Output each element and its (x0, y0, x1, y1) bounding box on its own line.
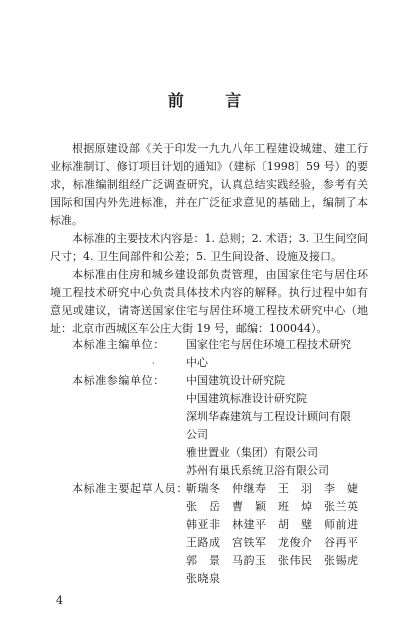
chief-editor-values (186, 336, 368, 372)
participant-unit: 雅世置业（集团）有限公司 (186, 446, 318, 459)
drafter-name: 张兰英 (324, 500, 359, 513)
drafters-names-grid (186, 480, 370, 588)
chief-editor-row (50, 336, 368, 372)
drafter-name: 张锡虎 (324, 554, 359, 567)
paragraph-3: 本标准由住房和城乡建设部负责管理，由国家住宅与居住环境工程技术研究中心负责具体技术内容的解释。执行过程中如有意见或建议，请寄送国家住宅与居住环境工程技术研究中心（地址：北京市西城区车公庄大街 19 号，邮编：100044）。 (50, 268, 368, 335)
drafter-name: 谷再平 (324, 536, 359, 549)
participant-unit: 中国建筑标准设计研究院 (186, 392, 307, 405)
chief-editor-label: 本标准主编单位： (72, 338, 165, 351)
drafter-name: 龙俊介 (278, 536, 313, 549)
participant-unit: 公司 (186, 428, 208, 441)
drafter-name: 胡 璧 (278, 518, 313, 531)
drafter-name: 靳瑞冬 (186, 482, 221, 495)
page-number: 4 (56, 594, 63, 607)
page-title: 前 言 (167, 91, 260, 110)
drafter-name: 林建平 (232, 518, 267, 531)
drafter-name: 郭 景 (186, 554, 221, 567)
drafter-name: 王 羽 (278, 482, 313, 495)
chief-editor-value: 中心 (186, 356, 208, 369)
drafter-name: 班 焯 (278, 500, 313, 513)
participants-row (50, 372, 368, 480)
preface-body (50, 140, 368, 338)
participants-label: 本标准参编单位： (72, 374, 165, 387)
drafter-name: 王路成 (186, 536, 221, 549)
drafters-row (50, 480, 368, 588)
drafters-values (186, 480, 370, 588)
drafter-name: 宫铁军 (232, 536, 267, 549)
drafter-name: 马韵玉 (232, 554, 267, 567)
drafter-name: 曹 颖 (232, 500, 267, 513)
drafters-label: 本标准主要起草人员： (72, 482, 188, 495)
drafter-name: 师前进 (324, 518, 359, 531)
paragraph-2: 本标准的主要技术内容是：1. 总则；2. 术语；3. 卫生间空间尺寸；4. 卫生间部件和公差；5. 卫生间设备、设施及接口。 (50, 232, 368, 263)
chief-editor-value: 国家住宅与居住环境工程技术研究 (186, 338, 351, 351)
drafter-name: 张晓泉 (186, 572, 221, 585)
participant-unit: 苏州有巢氏系统卫浴有限公司 (186, 464, 329, 477)
drafter-name: 韩亚非 (186, 518, 221, 531)
margin-dot: · (152, 359, 155, 368)
participants-values (186, 372, 368, 480)
paragraph-1: 根据原建设部《关于印发一九九八年工程建设城建、建工行业标准制订、修订项目计划的通知》（建标〔1998〕59 号）的要求，标准编制组经广泛调查研究，认真总结实践经验，参考有关国际和国内外先进标准，并在广泛征求意见的基础上，编制了本标准。 (50, 142, 368, 227)
drafter-name: 仲继寿 (232, 482, 267, 495)
drafter-name: 李 婕 (324, 482, 359, 495)
drafter-name: 张 岳 (186, 500, 221, 513)
credits-section (50, 336, 368, 588)
participant-unit: 深圳华森建筑与工程设计顾问有限 (186, 410, 351, 423)
drafter-name: 张伟民 (278, 554, 313, 567)
participant-unit: 中国建筑设计研究院 (186, 374, 285, 387)
